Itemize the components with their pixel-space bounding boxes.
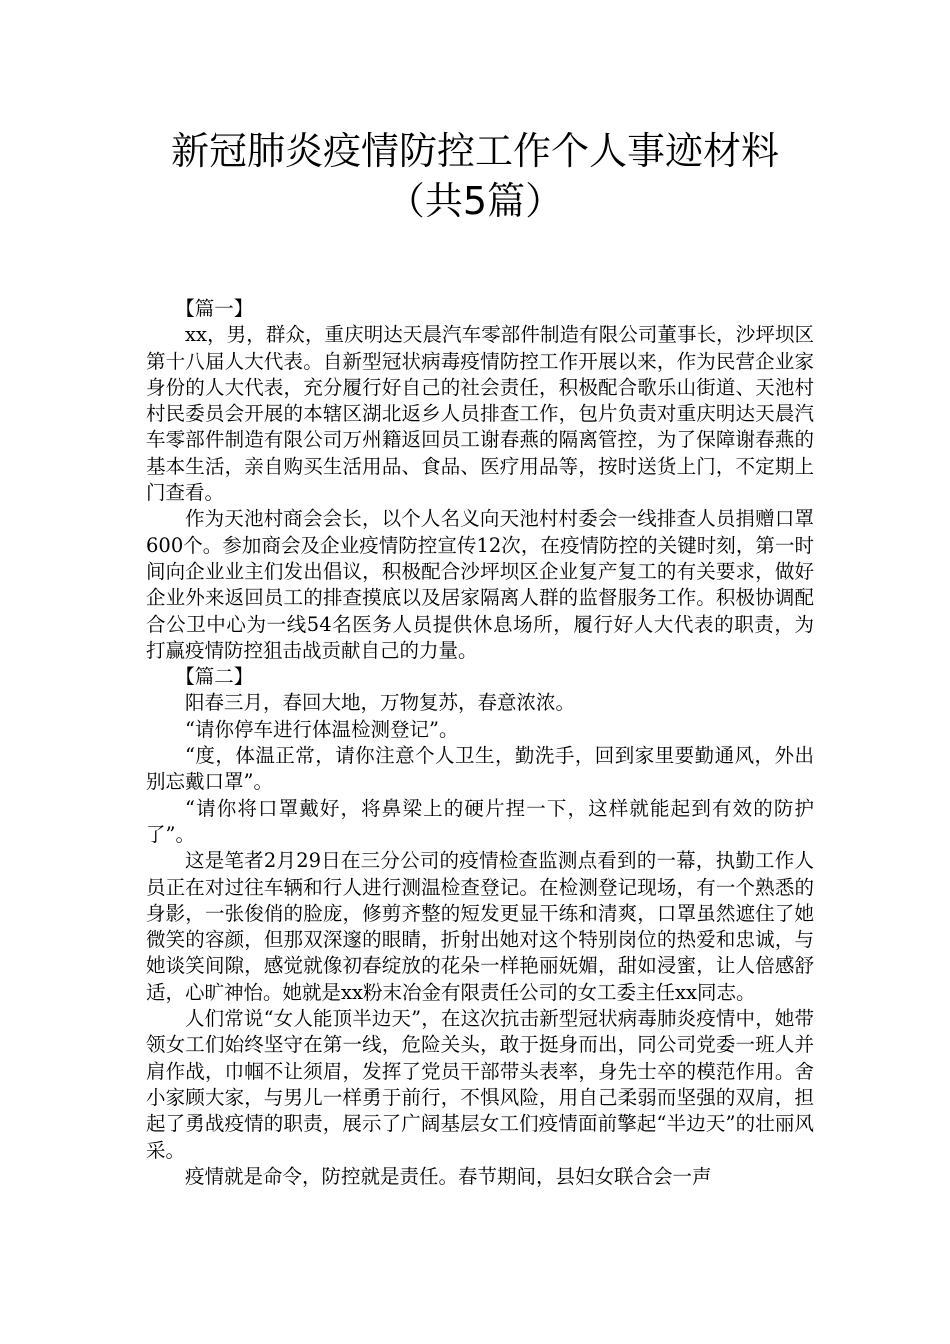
title-line-1: 新冠肺炎疫情防控工作个人事迹材料: [170, 129, 779, 173]
paragraph: “请你停车进行体温检测登记”。: [185, 717, 459, 741]
document-title: [0, 126, 950, 226]
title-line-2: （共5篇）: [386, 179, 564, 223]
section-heading-2: 【篇二】: [175, 665, 254, 689]
paragraph: 阳春三月，春回大地，万物复苏，春意浓浓。: [185, 691, 576, 715]
paragraph: 作为天池村商会会长，以个人名义向天池村村委会一线排查人员捐赠口罩600个。参加商会及企业疫情防控宣传12次，在疫情防控的关键时刻，第一时间向企业业主们发出倡议，积极配合沙坪坝区企业复产复工的有关要求，做好企业外来返回员工的排查摸底以及居家隔离人群的监督服务工作。积极协调配合公卫中心为一线54名医务人员提供休息场所，履行好人大代表的职责，为打赢疫情防控狙击战贡献自己的力量。: [146, 507, 814, 662]
paragraph: xx，男，群众，重庆明达天晨汽车零部件制造有限公司董事长，沙坪坝区第十八届人大代表。自新型冠状病毒疫情防控工作开展以来，作为民营企业家身份的人大代表，充分履行好自己的社会责任，积极配合歌乐山街道、天池村村民委员会开展的本辖区湖北返乡人员排查工作，包片负责对重庆明达天晨汽车零部件制造有限公司万州籍返回员工谢春燕的隔离管控，为了保障谢春燕的基本生活，亲自购买生活用品、食品、医疗用品等，按时送货上门，不定期上门查看。: [146, 323, 814, 505]
paragraph: “度，体温正常，请你注意个人卫生，勤洗手，回到家里要勤通风，外出别忘戴口罩”。: [146, 744, 814, 794]
paragraph: 人们常说“女人能顶半边天”，在这次抗击新型冠状病毒肺炎疫情中，她带领女工们始终坚守在第一线，危险关头，敢于挺身而出，同公司党委一班人并肩作战，巾帼不让须眉，发挥了党员干部带头表率，身先士卒的模范作用。舍小家顾大家，与男儿一样勇于前行，不惧风险，用自己柔弱而坚强的双肩，担起了勇战疫情的职责，展示了广阔基层女工们疫情面前擎起“半边天”的壮丽风采。: [146, 1007, 814, 1162]
document-body: [146, 296, 814, 1190]
paragraph: 疫情就是命令，防控就是责任。春节期间，县妇女联合会一声: [185, 1164, 712, 1188]
paragraph: 这是笔者2月29日在三分公司的疫情检查监测点看到的一幕，执勤工作人员正在对过往车辆和行人进行测温检查登记。在检测登记现场，有一个熟悉的身影，一张俊俏的脸庞，修剪齐整的短发更显干练和清爽，口罩虽然遮住了她微笑的容颜，但那双深邃的眼睛，折射出她对这个特别岗位的热爱和忠诚，与她谈笑间隙，感觉就像初春绽放的花朵一样艳丽妩媚，甜如浸蜜，让人倍感舒适，心旷神怡。她就是xx粉末冶金有限责任公司的女工委主任xx同志。: [146, 849, 814, 1004]
section-heading-1: 【篇一】: [175, 297, 254, 320]
paragraph: “请你将口罩戴好，将鼻梁上的硬片捏一下，这样就能起到有效的防护了”。: [146, 796, 814, 846]
